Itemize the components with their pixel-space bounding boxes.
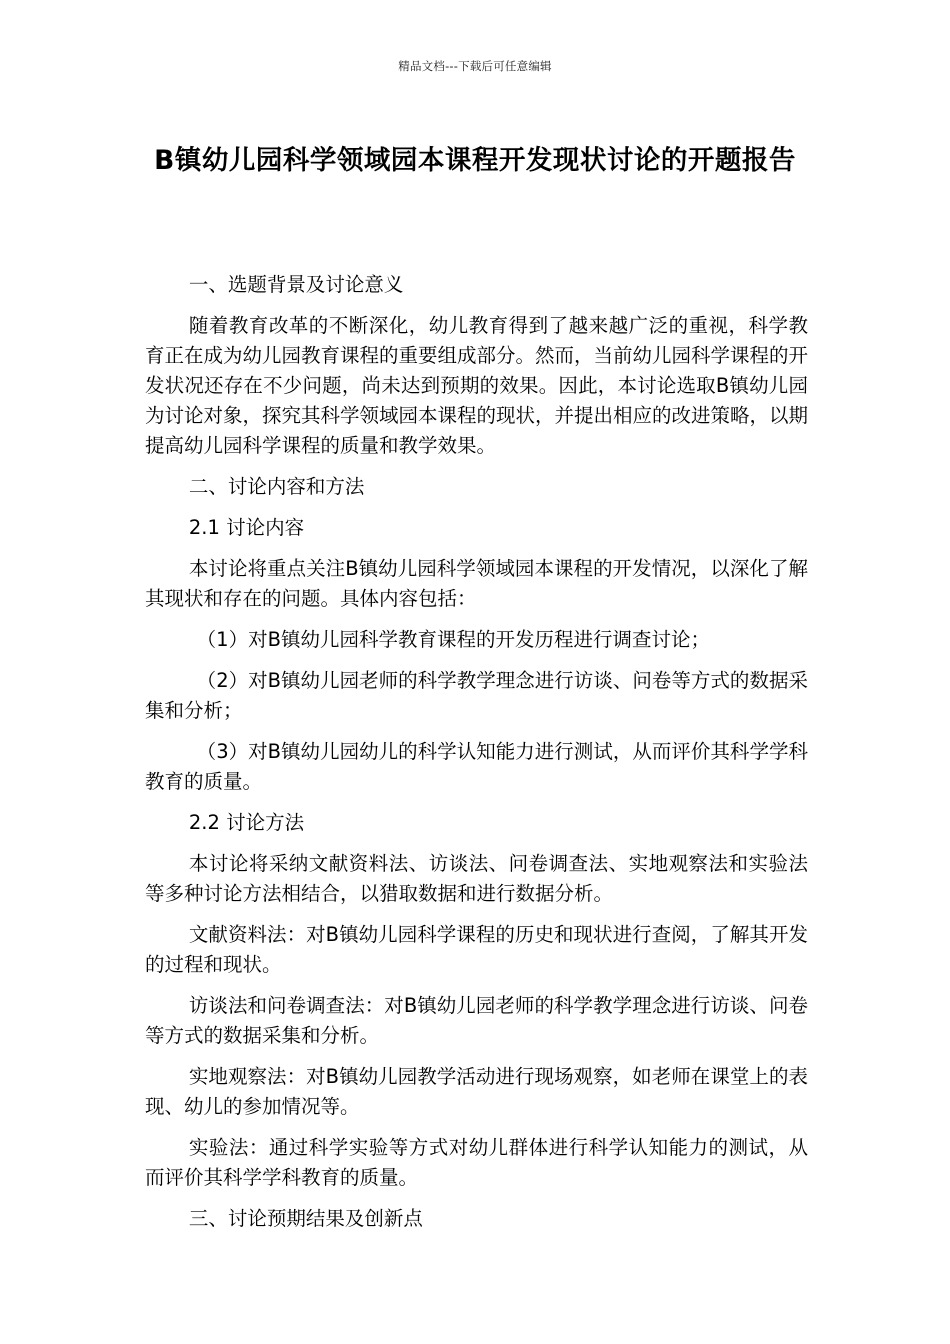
header-note: 精品文档---下载后可任意编辑 [398, 59, 552, 73]
document-title: B镇幼儿园科学领域园本课程开发现状讨论的开题报告 [154, 145, 796, 176]
paragraph-method-literature: 文献资料法：对B镇幼儿园科学课程的历史和现状进行查阅，了解其开发的过程和现状。 [145, 923, 808, 976]
section-heading-content-methods: 二、讨论内容和方法 [188, 475, 365, 498]
paragraph-method-experiment: 实验法：通过科学实验等方式对幼儿群体进行科学认知能力的测试，从而评价其科学学科教育的质量。 [145, 1136, 808, 1189]
paragraph-methods-intro: 本讨论将采纳文献资料法、访谈法、问卷调查法、实地观察法和实验法等多种讨论方法相结合，以猎取数据和进行数据分析。 [145, 852, 808, 905]
paragraph-content-intro: 本讨论将重点关注B镇幼儿园科学领域园本课程的开发情况，以深化了解其现状和存在的问题。具体内容包括： [145, 557, 808, 610]
section-heading-expected-results: 三、讨论预期结果及创新点 [188, 1207, 423, 1230]
document-body [145, 270, 808, 1245]
list-item: （3）对B镇幼儿园幼儿的科学认知能力进行测试，从而评价其科学学科教育的质量。 [145, 740, 808, 793]
paragraph-background: 随着教育改革的不断深化，幼儿教育得到了越来越广泛的重视，科学教育正在成为幼儿园教育课程的重要组成部分。然而，当前幼儿园科学课程的开发状况还存在不少问题，尚未达到预期的效果。因此，本讨论选取B镇幼儿园为讨论对象，探究其科学领域园本课程的现状，并提出相应的改进策略，以期提高幼儿园科学课程的质量和教学效果。 [145, 314, 809, 457]
subsection-heading-content: 2.1 讨论内容 [188, 516, 305, 539]
subsection-heading-methods: 2.2 讨论方法 [188, 811, 305, 834]
paragraph-method-interview: 访谈法和问卷调查法：对B镇幼儿园老师的科学教学理念进行访谈、问卷等方式的数据采集和分析。 [145, 994, 808, 1047]
section-heading-background: 一、选题背景及讨论意义 [188, 273, 404, 296]
list-item: （1）对B镇幼儿园科学教育课程的开发历程进行调查讨论； [196, 628, 710, 651]
paragraph-method-observation: 实地观察法：对B镇幼儿园教学活动进行现场观察，如老师在课堂上的表现、幼儿的参加情况等。 [145, 1065, 808, 1118]
list-item: （2）对B镇幼儿园老师的科学教学理念进行访谈、问卷等方式的数据采集和分析； [145, 669, 808, 722]
